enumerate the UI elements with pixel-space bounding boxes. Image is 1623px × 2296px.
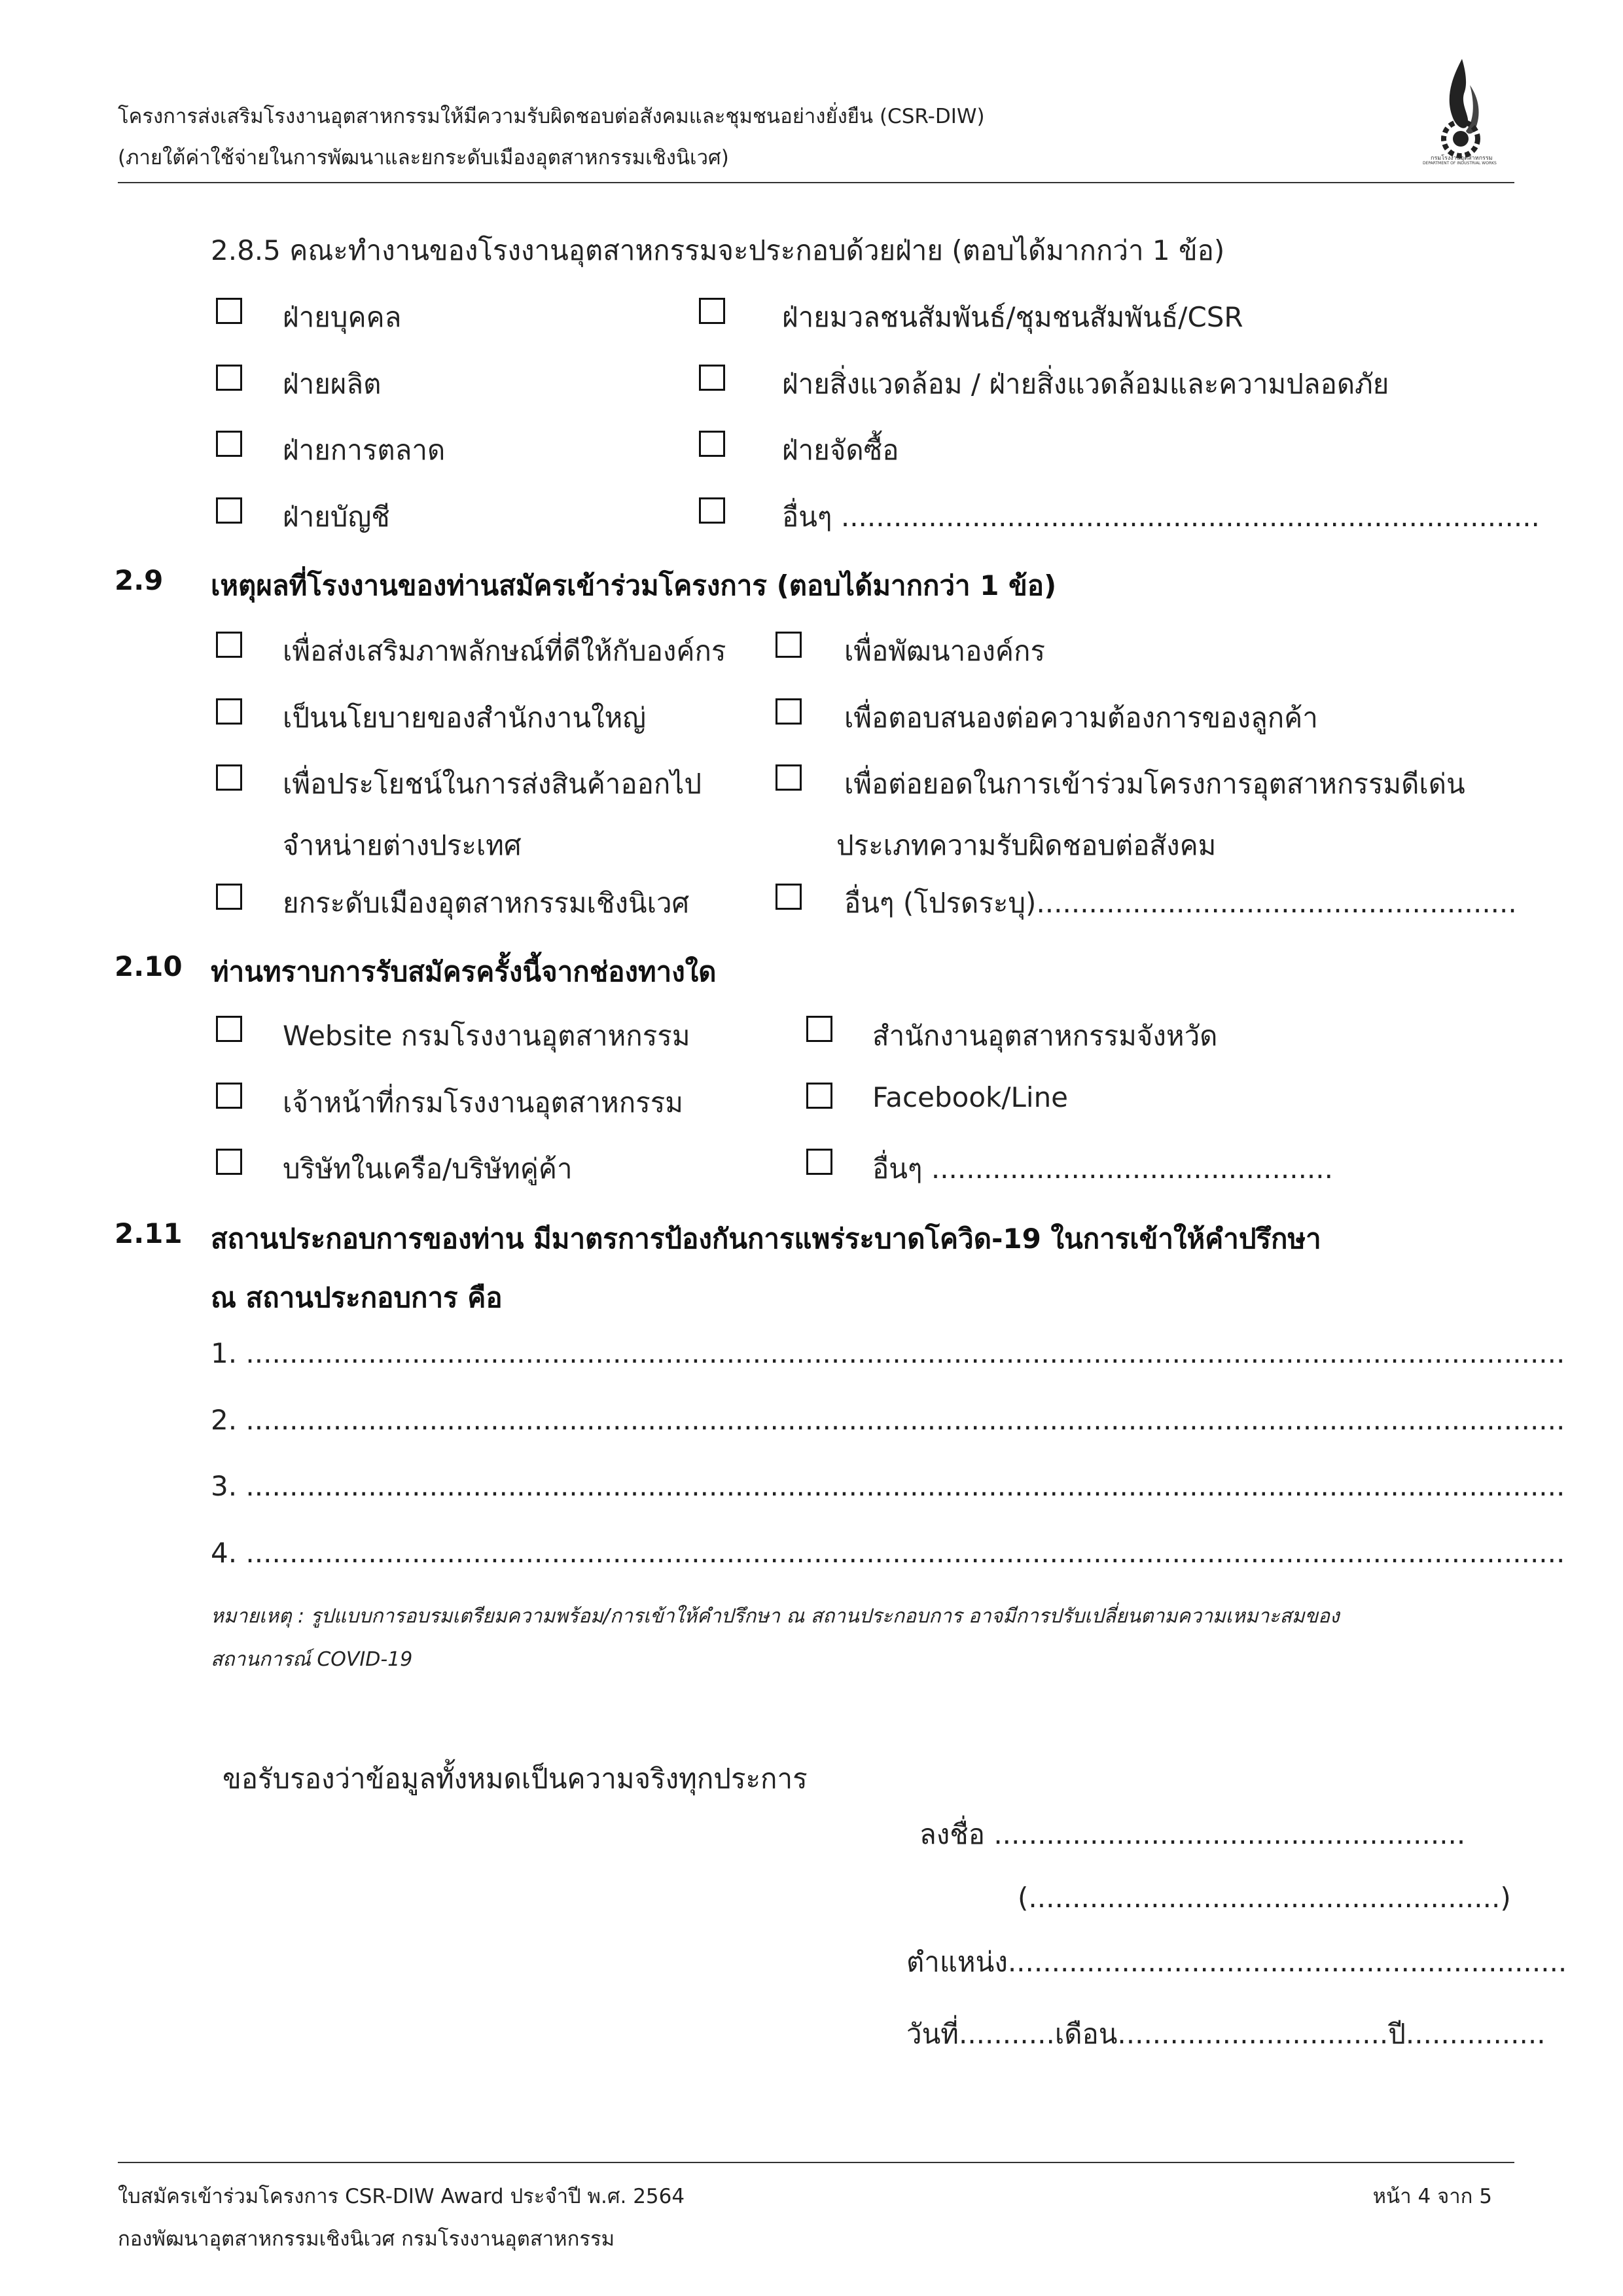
checkbox[interactable] xyxy=(776,632,802,658)
option-label: สำนักงานอุตสาหกรรมจังหวัด xyxy=(872,1020,1218,1052)
option-label: ฝ่ายสิ่งแวดล้อม / ฝ่ายสิ่งแวดล้อมและความปลอดภัย xyxy=(782,368,1389,400)
q211-title-line-1: สถานประกอบการของท่าน มีมาตรการป้องกันการแพร่ระบาดโควิด-19 ในการเข้าให้คำปรึกษา xyxy=(211,1223,1321,1255)
header-line-1: โครงการส่งเสริมโรงงานอุตสาหกรรมให้มีความรับผิดชอบต่อสังคมและชุมชนอย่างยั่งยืน (CSR-DIW) xyxy=(118,105,985,128)
checkbox[interactable] xyxy=(776,884,802,910)
checkbox[interactable] xyxy=(776,764,802,791)
option-label: ฝ่ายการตลาด xyxy=(283,434,446,466)
checkbox[interactable] xyxy=(216,764,242,791)
q210-title: ท่านทราบการรับสมัครครั้งนี้จากช่องทางใด xyxy=(211,956,717,988)
answer-line-2[interactable]: 2. ....................................................................................................................................................... xyxy=(211,1404,1565,1436)
q210-number: 2.10 xyxy=(115,950,183,982)
page-number: หน้า 4 จาก 5 xyxy=(1372,2185,1492,2208)
option-label: ยกระดับเมืองอุตสาหกรรมเชิงนิเวศ xyxy=(283,887,690,919)
option-label: เพื่อต่อยอดในการเข้าร่วมโครงการอุตสาหกรรมดีเด่น xyxy=(844,768,1465,800)
checkbox[interactable] xyxy=(699,431,725,457)
option-label: เพื่อส่งเสริมภาพลักษณ์ที่ดีให้กับองค์กร xyxy=(283,635,726,667)
option-label: เจ้าหน้าที่กรมโรงงานอุตสาหกรรม xyxy=(283,1086,683,1119)
checkbox[interactable] xyxy=(216,497,242,524)
checkbox[interactable] xyxy=(216,1083,242,1109)
option-label: เป็นนโยบายของสำนักงานใหญ่ xyxy=(283,702,647,734)
option-label: Website กรมโรงงานอุตสาหกรรม xyxy=(283,1020,690,1052)
checkbox[interactable] xyxy=(216,431,242,457)
option-label: เพื่อพัฒนาองค์กร xyxy=(844,635,1046,667)
checkbox[interactable] xyxy=(216,298,242,324)
printed-name-line[interactable]: (......................................................) xyxy=(1018,1882,1511,1914)
answer-line-3[interactable]: 3. ....................................................................................................................................................... xyxy=(211,1470,1565,1502)
q29-title: เหตุผลที่โรงงานของท่านสมัครเข้าร่วมโครงการ (ตอบได้มากกว่า 1 ข้อ) xyxy=(211,569,1057,601)
answer-line-4[interactable]: 4. ....................................................................................................................................................... xyxy=(211,1537,1565,1569)
answer-line-1[interactable]: 1. ....................................................................................................................................................... xyxy=(211,1337,1565,1369)
option-label: อื่นๆ (โปรดระบุ)....................................................... xyxy=(844,887,1517,919)
option-label: เพื่อประโยชน์ในการส่งสินค้าออกไป xyxy=(283,768,702,800)
q285-title: 2.8.5 คณะทำงานของโรงงานอุตสาหกรรมจะประกอบด้วยฝ่าย (ตอบได้มากกว่า 1 ข้อ) xyxy=(211,234,1225,266)
checkbox[interactable] xyxy=(699,298,725,324)
logo-subtext: DEPARTMENT OF INDUSTRIAL WORKS xyxy=(1423,161,1497,166)
checkbox[interactable] xyxy=(806,1149,832,1175)
logo-text: กรมโรงงานอุตสาหกรรม xyxy=(1431,155,1493,162)
checkbox[interactable] xyxy=(699,497,725,524)
checkbox[interactable] xyxy=(216,698,242,725)
option-label: บริษัทในเครือ/บริษัทคู่ค้า xyxy=(283,1153,573,1185)
checkbox[interactable] xyxy=(216,1016,242,1042)
option-label: Facebook/Line xyxy=(872,1081,1069,1113)
position-line[interactable]: ตำแหน่ง................................................................ xyxy=(906,1946,1567,1978)
checkbox[interactable] xyxy=(776,698,802,725)
checkbox[interactable] xyxy=(216,1149,242,1175)
dept-logo xyxy=(1419,52,1504,170)
option-label: ฝ่ายบัญชี xyxy=(283,501,390,533)
option-label: ฝ่ายจัดซื้อ xyxy=(782,434,899,466)
checkbox[interactable] xyxy=(806,1083,832,1109)
dept-logo-icon xyxy=(1419,52,1504,170)
certify-statement: ขอรับรองว่าข้อมูลทั้งหมดเป็นความจริงทุกประการ xyxy=(223,1763,808,1795)
option-label: เพื่อตอบสนองต่อความต้องการของลูกค้า xyxy=(844,702,1318,734)
note-line-2: สถานการณ์ COVID-19 xyxy=(211,1648,413,1671)
note-line-1: หมายเหตุ : รูปแบบการอบรมเตรียมความพร้อม/การเข้าให้คำปรึกษา ณ สถานประกอบการ อาจมีการปรับเปลี่ยนตามความเหมาะสมของ xyxy=(211,1605,1340,1628)
footer-rule xyxy=(118,2162,1514,2163)
date-line[interactable]: วันที่...........เดือน...............................ปี................ xyxy=(906,2018,1546,2050)
checkbox[interactable] xyxy=(216,632,242,658)
checkbox[interactable] xyxy=(699,365,725,391)
q211-title-line-2: ณ สถานประกอบการ คือ xyxy=(211,1282,503,1314)
q29-number: 2.9 xyxy=(115,564,164,596)
option-label: ฝ่ายบุคคล xyxy=(283,301,402,333)
option-label: อื่นๆ .............................................. xyxy=(872,1153,1333,1185)
option-label: ฝ่ายมวลชนสัมพันธ์/ชุมชนสัมพันธ์/CSR xyxy=(782,301,1243,333)
option-label-continued: จำหน่ายต่างประเทศ xyxy=(283,829,522,861)
checkbox[interactable] xyxy=(216,884,242,910)
q211-number: 2.11 xyxy=(115,1217,183,1249)
option-label: อื่นๆ ................................................................................ xyxy=(782,501,1540,533)
checkbox[interactable] xyxy=(806,1016,832,1042)
header-line-2: (ภายใต้ค่าใช้จ่ายในการพัฒนาและยกระดับเมืองอุตสาหกรรมเชิงนิเวศ) xyxy=(118,146,729,170)
option-label: ฝ่ายผลิต xyxy=(283,368,382,400)
footer-line-1: ใบสมัครเข้าร่วมโครงการ CSR-DIW Award ประจำปี พ.ศ. 2564 xyxy=(118,2185,685,2208)
footer-line-2: กองพัฒนาอุตสาหกรรมเชิงนิเวศ กรมโรงงานอุตสาหกรรม xyxy=(118,2227,615,2251)
header-rule xyxy=(118,182,1514,183)
checkbox[interactable] xyxy=(216,365,242,391)
signature-line[interactable]: ลงชื่อ ...................................................... xyxy=(919,1818,1466,1850)
option-label-continued: ประเภทความรับผิดชอบต่อสังคม xyxy=(836,829,1217,861)
